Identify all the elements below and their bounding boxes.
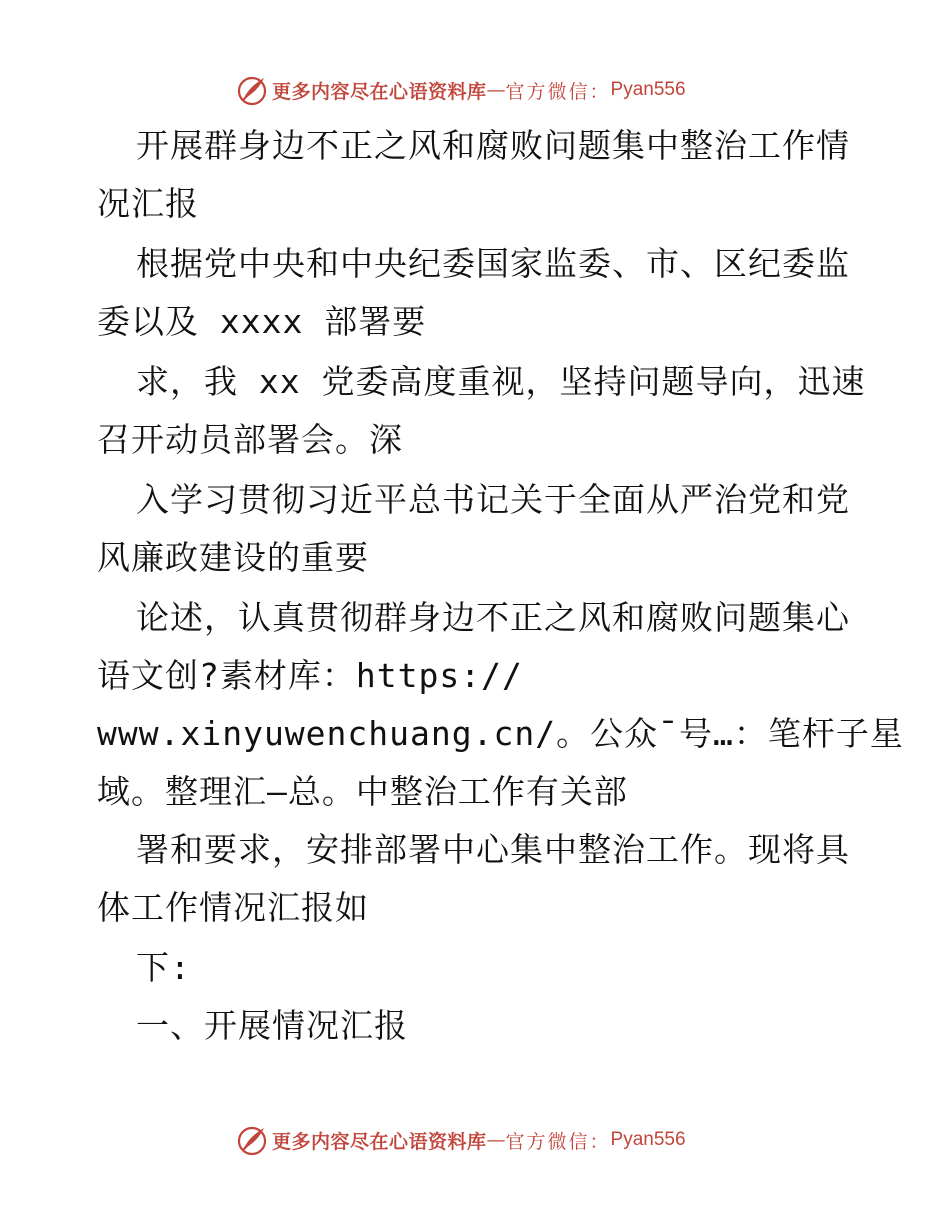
doc-line-15: 下: <box>136 948 191 987</box>
doc-line-12: 域。整理汇—总。中整治工作有关部 <box>97 772 628 811</box>
doc-line-14: 体工作情况汇报如 <box>97 888 369 927</box>
doc-line-1: 开展群身边不正之风和腐败问题集中整治工作情 <box>136 126 850 165</box>
doc-line-13: 署和要求，安排部署中心集中整治工作。现将具 <box>136 830 850 869</box>
header-banner <box>236 73 686 107</box>
doc-line-8: 风廉政建设的重要 <box>97 538 369 577</box>
footer-separator: — <box>486 1129 506 1151</box>
quill-pen-logo-icon <box>236 74 268 106</box>
footer-banner <box>236 1123 686 1157</box>
doc-line-11: www.xinyuwenchuang.cn/。公众¯号…：笔杆子星 <box>97 714 904 753</box>
doc-line-6: 召开动员部署会。深 <box>97 420 403 459</box>
header-wechat-handle: Pyan556 <box>610 79 686 100</box>
quill-pen-logo-icon <box>236 1124 268 1156</box>
doc-line-10: 语文创?素材库：https:// <box>97 656 523 695</box>
header-brand: 更多内容尽在心语资料库 <box>272 80 487 103</box>
doc-line-5: 求，我 xx 党委高度重视，坚持问题导向，迅速 <box>136 362 866 401</box>
header-official-label: 官方微信： <box>505 80 611 103</box>
footer-brand: 更多内容尽在心语资料库 <box>272 1130 487 1153</box>
doc-line-7: 入学习贯彻习近平总书记关于全面从严治党和党 <box>136 480 850 519</box>
doc-line-2: 况汇报 <box>97 184 199 223</box>
footer-wechat-handle: Pyan556 <box>610 1129 686 1150</box>
header-separator: — <box>486 79 506 101</box>
doc-line-16: 一、开展情况汇报 <box>136 1006 408 1045</box>
footer-official-label: 官方微信： <box>505 1130 611 1153</box>
doc-line-3: 根据党中央和中央纪委国家监委、市、区纪委监 <box>136 244 850 283</box>
doc-line-9: 论述，认真贯彻群身边不正之风和腐败问题集心 <box>136 598 850 637</box>
doc-line-4: 委以及 xxxx 部署要 <box>97 302 427 341</box>
